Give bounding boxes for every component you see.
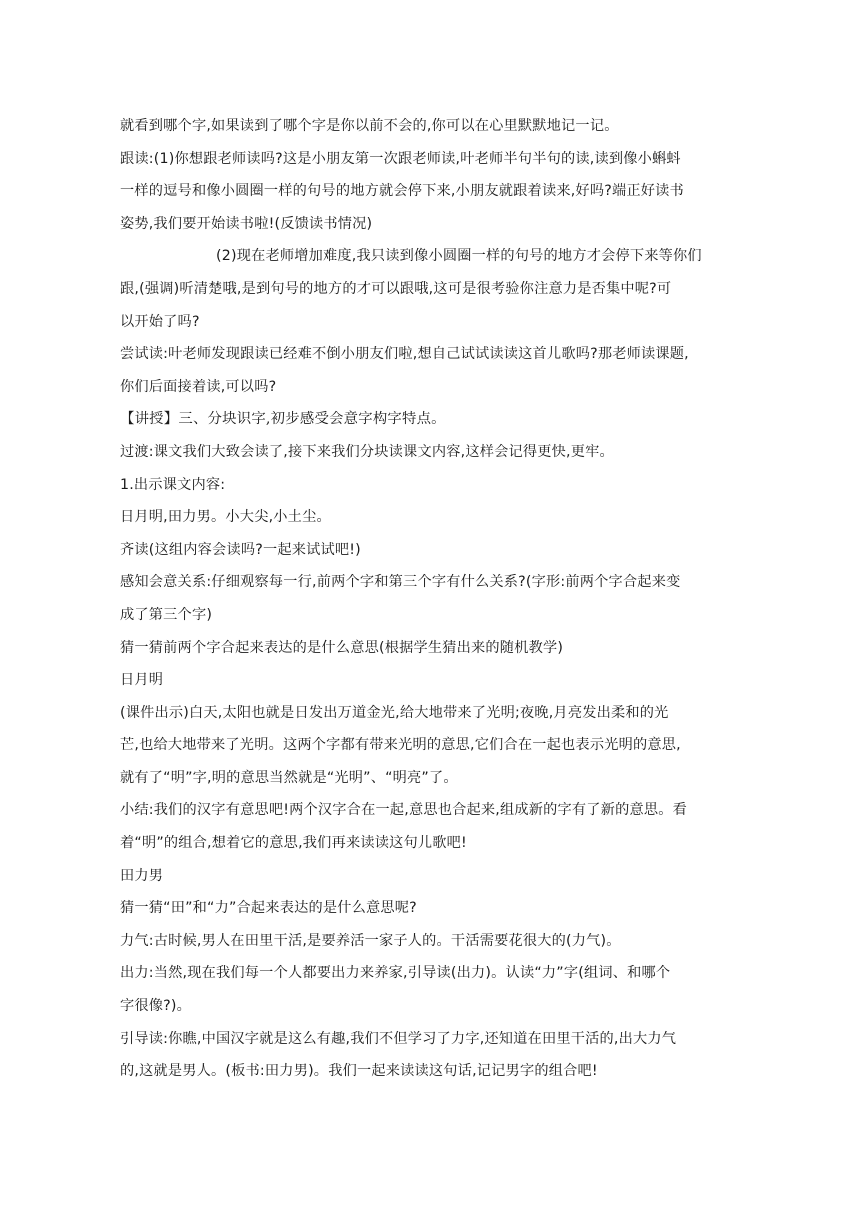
- text-line: 小结:我们的汉字有意思吧!两个汉字合在一起,意思也合起来,组成新的字有了新的意思。看: [120, 802, 688, 819]
- text-line: 猜一猜“田”和“力”合起来表达的是什么意思呢?: [120, 900, 417, 917]
- text-line: 芒,也给大地带来了光明。这两个字都有带来光明的意思,它们合在一起也表示光明的意思,: [120, 737, 681, 754]
- text-line: 1.出示课文内容:: [120, 476, 226, 493]
- text-line: 你们后面接着读,可以吗?: [120, 378, 277, 395]
- text-line: 齐读(这组内容会读吗?一起来试试吧!): [120, 541, 361, 558]
- text-line: 日月明: [120, 672, 164, 689]
- text-line: 力气:古时候,男人在田里干活,是要养活一家子人的。干活需要花很大的(力气)。: [120, 932, 621, 949]
- text-line: 猜一猜前两个字合起来表达的是什么意思(根据学生猜出来的随机教学): [120, 639, 564, 656]
- text-line: 尝试读:叶老师发现跟读已经难不倒小朋友们啦,想自己试试读读这首儿歌吗?那老师读课题,: [120, 346, 689, 363]
- text-line: 就看到哪个字,如果读到了哪个字是你以前不会的,你可以在心里默默地记一记。: [120, 118, 619, 134]
- text-line: 字很像?)。: [120, 998, 192, 1015]
- text-line: 出力:当然,现在我们每一个人都要出力来养家,引导读(出力)。认读“力”字(组词、和哪个: [120, 965, 671, 982]
- text-line: 日月明,田力男。小大尖,小土尘。: [120, 509, 331, 526]
- text-line: 过渡:课文我们大致会读了,接下来我们分块读课文内容,这样会记得更快,更牢。: [120, 443, 614, 460]
- text-line: (课件出示)白天,太阳也就是日发出万道金光,给大地带来了光明;夜晚,月亮发出柔和的光: [120, 704, 669, 721]
- text-line: 成了第三个字): [120, 606, 213, 623]
- section-heading: 【讲授】三、分块识字,初步感受会意字构字特点。: [120, 411, 446, 428]
- text-line: (2)现在老师增加难度,我只读到像小圆圈一样的句号的地方才会停下来等你们: [216, 248, 702, 265]
- text-line: 就有了“明”字,明的意思当然就是“光明”、“明亮”了。: [120, 769, 458, 786]
- text-line: 的,这就是男人。(板书:田力男)。我们一起来读读这句话,记记男字的组合吧!: [120, 1063, 598, 1080]
- text-line: 姿势,我们要开始读书啦!(反馈读书情况): [120, 215, 373, 232]
- text-line: 着“明”的组合,想着它的意思,我们再来读读这句儿歌吧!: [120, 835, 467, 852]
- text-line: 田力男: [120, 867, 164, 884]
- lesson-plan-body: [120, 110, 745, 1088]
- text-line: 以开始了吗?: [120, 313, 200, 330]
- text-line: 一样的逗号和像小圆圈一样的句号的地方就会停下来,小朋友就跟着读来,好吗?端正好读书: [120, 183, 684, 200]
- text-line: 引导读:你瞧,中国汉字就是这么有趣,我们不但学习了力字,还知道在田里干活的,出大力气: [120, 1030, 677, 1047]
- text-line: 跟读:(1)你想跟老师读吗?这是小朋友第一次跟老师读,叶老师半句半句的读,读到像小蝌蚪: [120, 150, 681, 167]
- text-line: 跟,(强调)听清楚哦,是到句号的地方的才可以跟哦,这可是很考验你注意力是否集中呢?可: [120, 280, 672, 297]
- text-line: 感知会意关系:仔细观察每一行,前两个字和第三个字有什么关系?(字形:前两个字合起来变: [120, 574, 681, 591]
